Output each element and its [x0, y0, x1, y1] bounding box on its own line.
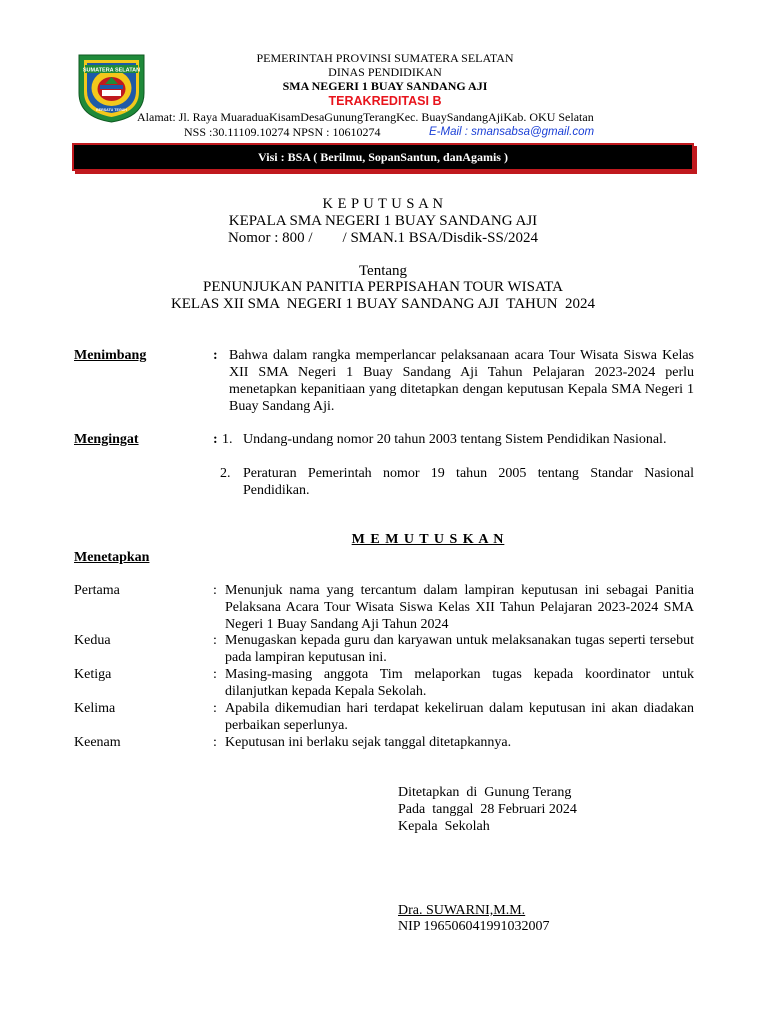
mengingat-colon: : [213, 432, 218, 447]
kop-line1: PEMERINTAH PROVINSI SUMATERA SELATAN [256, 51, 514, 65]
menimbang-label: Menimbang [74, 348, 147, 363]
title-subject-line1: PENUNJUKAN PANITIA PERPISAHAN TOUR WISATA [203, 279, 563, 295]
decision-label-kelima: Kelima [74, 701, 116, 716]
decision-text-pertama: Menunjuk nama yang tercantum dalam lampiran keputusan ini sebagai Panitia Pelaksana Acara Tour Wisata Siswa Kelas XII Tahun Pelajaran 2023-2024 SMA Negeri 1 Buay Sandang Aji Tahun 2024 [225, 583, 694, 632]
decision-label-pertama: Pertama [74, 583, 120, 598]
decision-text-kedua: Menugaskan kepada guru dan karyawan untuk melaksanakan tugas seperti tersebut pada lampiran keputusan ini. [225, 633, 694, 665]
decision-colon: : [213, 735, 217, 750]
signature-place: Ditetapkan di Gunung Terang [398, 785, 572, 800]
signature-date: Pada tanggal 28 Februari 2024 [398, 802, 577, 817]
kop-school: SMA NEGERI 1 BUAY SANDANG AJI [282, 79, 488, 93]
decision-label-kedua: Kedua [74, 633, 111, 648]
mengingat-item-1-text: Undang-undang nomor 20 tahun 2003 tentang Sistem Pendidikan Nasional. [243, 432, 667, 447]
kop-accreditation: TERAKREDITASI B [328, 94, 442, 108]
mengingat-item-1-num: 1. [222, 432, 233, 447]
signature-nip: NIP 196506041991032007 [398, 919, 550, 934]
title-tentang: Tentang [358, 263, 408, 279]
decision-label-keenam: Keenam [74, 735, 121, 750]
mengingat-label: Mengingat [74, 432, 139, 447]
decision-colon: : [213, 583, 217, 598]
visi-banner: Visi : BSA ( Berilmu, SopanSantun, danAgamis ) [72, 143, 694, 171]
menimbang-text: Bahwa dalam rangka memperlancar pelaksanaan acara Tour Wisata Siswa Kelas XII SMA Negeri 1 Buay Sandang Aji Tahun Pelajaran 2023-2024 perlu menetapkan kepanitiaan yang ditetapkan dengan keputusan Kepala SMA Negeri 1 Buay Sandang Aji. [229, 348, 694, 414]
signature-name: Dra. SUWARNI,M.M. [398, 903, 526, 918]
memutuskan-heading: M E M U T U S K A N [351, 532, 505, 547]
menimbang-colon: : [213, 348, 218, 363]
decision-colon: : [213, 633, 217, 648]
kop-line2: DINAS PENDIDIKAN [328, 65, 442, 79]
mengingat-item-2-num: 2. [220, 466, 231, 481]
decision-text-ketiga: Masing-masing anggota Tim melaporkan tugas kepada koordinator untuk dilanjutkan kepada Kepala Sekolah. [225, 667, 694, 699]
decision-colon: : [213, 701, 217, 716]
mengingat-item-2-text: Peraturan Pemerintah nomor 19 tahun 2005 tentang Standar Nasional Pendidikan. [243, 466, 694, 498]
decision-text-keenam: Keputusan ini berlaku sejak tanggal ditetapkannya. [225, 735, 512, 750]
title-nomor: Nomor : 800 / / SMAN.1 BSA/Disdik-SS/2024 [227, 230, 539, 246]
menetapkan-label: Menetapkan [74, 550, 150, 565]
logo-bottom-text: BERSATU TEGUH [96, 108, 127, 112]
title-kepala: KEPALA SMA NEGERI 1 BUAY SANDANG AJI [228, 213, 538, 229]
decision-label-ketiga: Ketiga [74, 667, 112, 682]
title-keputusan: K E P U T U S A N [322, 196, 444, 212]
decision-text-kelima: Apabila dikemudian hari terdapat kekeliruan dalam keputusan ini akan diadakan perbaikan seperlunya. [225, 701, 694, 733]
kop-address: Alamat: Jl. Raya MuaraduaKisamDesaGunungTerangKec. BuaySandangAjiKab. OKU Selatan [137, 110, 594, 124]
kop-nss-npsn: NSS :30.11109.10274 NPSN : 10610274 [184, 125, 381, 139]
title-subject-line2: KELAS XII SMA NEGERI 1 BUAY SANDANG AJI TAHUN 2024 [170, 296, 596, 312]
signature-position: Kepala Sekolah [398, 819, 490, 834]
kop-email[interactable]: E-Mail : smansabsa@gmail.com [429, 126, 595, 138]
decision-colon: : [213, 667, 217, 682]
logo-top-text: SUMATERA SELATAN [82, 67, 141, 74]
